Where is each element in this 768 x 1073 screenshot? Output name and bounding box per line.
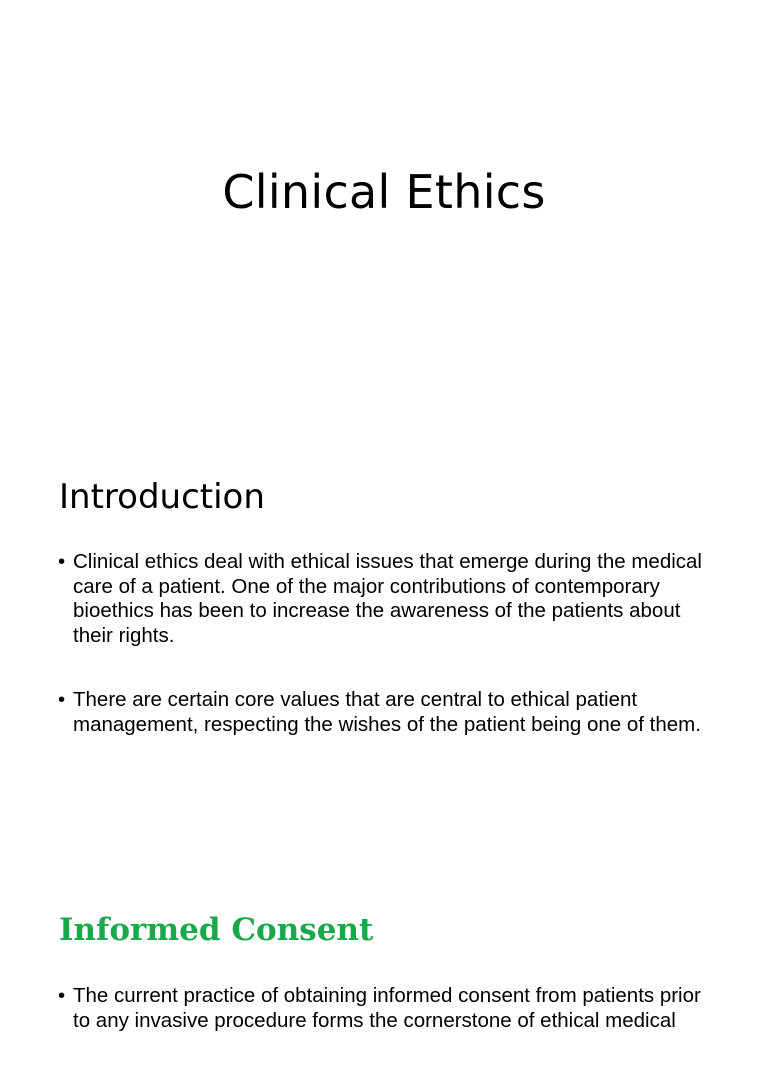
bullet-text: There are certain core values that are central to ethical patient management, respecting the wishes of the patient being one of them. xyxy=(73,688,701,736)
bullet-icon: • xyxy=(58,550,66,573)
title-slide xyxy=(0,0,768,440)
bullet-icon: • xyxy=(58,688,66,711)
list-item xyxy=(58,550,718,648)
informed-consent-bullet-list xyxy=(58,984,718,1073)
bullet-text: The current practice of obtaining informed consent from patients prior to any invasive procedure forms the cornerstone of ethical medical xyxy=(73,984,701,1032)
slide-title: Clinical Ethics xyxy=(222,165,546,219)
introduction-heading: Introduction xyxy=(59,477,265,517)
list-item xyxy=(58,688,718,737)
bullet-text: Clinical ethics deal with ethical issues that emerge during the medical care of a patient. One of the major contributions of contemporary bioethics has been to increase the awareness of the patients about their rights. xyxy=(73,550,702,647)
list-item xyxy=(58,984,718,1033)
bullet-icon: • xyxy=(58,984,66,1007)
introduction-bullet-list xyxy=(58,550,718,777)
informed-consent-heading: Informed Consent xyxy=(59,912,374,948)
